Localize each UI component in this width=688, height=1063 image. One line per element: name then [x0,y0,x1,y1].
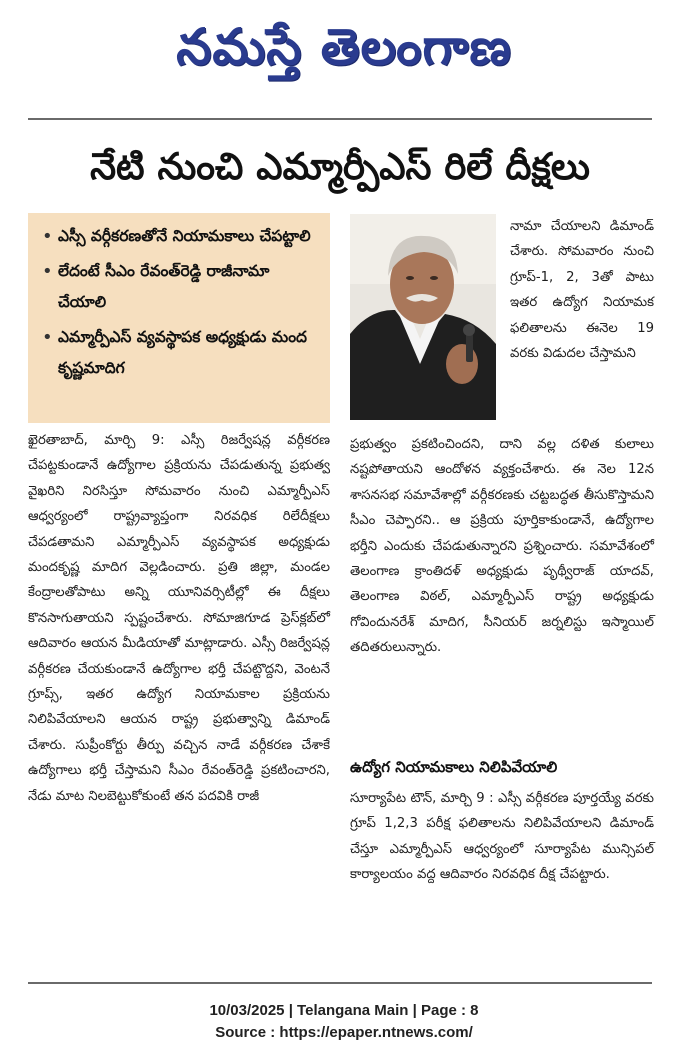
article-column-sub [350,786,654,888]
highlights-box [28,213,330,423]
article-subheadline: ఉద్యోగ నియామకాలు నిలిపివేయాలి [350,758,558,776]
footer-source-link[interactable]: Source : https://epaper.ntnews.com/ [215,1024,473,1041]
article-column-right-top [510,214,654,366]
highlight-item [42,256,322,318]
article-paragraph: ఖైరతాబాద్, మార్చి 9: ఎస్సీ రిజర్వేషన్ల వర్గీకరణ చేపట్టకుండానే ఉద్యోగాల ప్రక్రియను చేపడుతున్న ప్రభుత్వ వైఖరిని నిరసిస్తూ సోమవారం నుంచి ఎమ్మార్పీఎస్ ఆధ్వర్యంలో రాష్ట్రవ్యాప్తంగా నిరవధిక రిలేదీక్షలు చేపడతామని ఎమ్మార్పీఎస్ వ్యవస్థాపక అధ్యక్షుడు మందకృష్ణ మాదిగ వెల్లడించారు. ప్రతి జిల్లా, మండల కేంద్రాలతోపాటు అన్ని యూనివర్సిటీల్లో ఈ దీక్షలు కొనసాగుతాయని స్పష్టంచేశారు. సోమాజిగూడ ప్రెస్‌క్లబ్‌లో ఆదివారం ఆయన మీడియాతో మాట్లాడారు. ఎస్సీ రిజర్వేషన్ల వర్గీకరణ చేయకుండానే ఉద్యోగాల భర్తీ చేపట్టొద్దని, వెంటనే గ్రూప్స్, ఇతర ఉద్యోగ నియామకాల ప్రక్రియను నిలిపివేయాలని ఆయన రాష్ట్ర ప్రభుత్వాన్ని డిమాండ్ చేశారు. సుప్రీంకోర్టు తీర్పు వచ్చిన నాడే వర్గీకరణ చేశాకే ఉద్యోగాలు భర్తీ చేస్తామని సీఎం రేవంత్‌రెడ్డి ప్రకటించారని, నేడు మాట నిలబెట్టుకోకుంటే తన పదవికి రాజీ [28,433,330,804]
bottom-divider [28,982,652,984]
article-paragraph: ప్రభుత్వం ప్రకటించిందని, దాని వల్ల దళిత కులాలు నష్టపోతాయని ఆందోళన వ్యక్తంచేశారు. ఈ నెల 12న శాసనసభ సమావేశాల్లో వర్గీకరణకు చట్టబద్ధత తీసుకొస్తామని సీఎం చెప్పారని.. ఆ ప్రక్రియ పూర్తికాకుండానే, ఉద్యోగాల భర్తీని ఎందుకు చేపడుతున్నారని ప్రశ్నించారు. సమావేశంలో తెలంగాణ క్రాంతిదళ్ అధ్యక్షుడు పృథ్వీరాజ్ యాదవ్, తెలంగాణ విఠల్, ఎమ్మార్పీఎస్ రాష్ట్ర అధ్యక్షుడు గోవిందునరేశ్ మాదిగ, సీనియర్ జర్నలిస్టు ఇస్మాయిల్ తదితరులున్నారు. [350,437,654,656]
top-divider [28,118,652,120]
portrait-illustration [350,214,496,420]
highlight-text: ఎస్సీ వర్గీకరణతోనే నియామకాలు చేపట్టాలి [58,227,311,245]
bullet-icon: • [42,226,53,247]
highlight-item [42,221,322,252]
highlight-item [42,322,322,384]
article-column-left [28,428,330,809]
article-headline: నేటి నుంచి ఎమ్మార్పీఎస్ రిలే దీక్షలు [90,145,590,188]
speaker-photo [350,214,496,420]
bullet-icon: • [42,327,53,348]
article-paragraph: నామా చేయాలని డిమాండ్ చేశారు. సోమవారం నుంచి గ్రూప్-1, 2, 3తో పాటు ఇతర ఉద్యోగ నియామక ఫలితాలను ఈనెల 19 వరకు విడుదల చేస్తామని [510,219,654,362]
footer-date-edition: 10/03/2025 | Telangana Main | Page : 8 [209,1002,479,1019]
masthead [0,8,688,86]
highlight-text: లేదంటే సీఎం రేవంత్‌రెడ్డి రాజీనామా చేయాలి [58,262,270,311]
article-column-right [350,432,654,661]
highlight-text: ఎమ్మార్పీఎస్ వ్యవస్థాపక అధ్యక్షుడు మంద కృష్ణమాదిగ [58,328,307,377]
newspaper-title: నమస్తే తెలంగాణ [176,18,512,76]
bullet-icon: • [42,261,53,282]
article-paragraph: సూర్యాపేట టౌన్, మార్చి 9 : ఎస్సీ వర్గీకరణ పూర్తయ్యే వరకు గ్రూప్ 1,2,3 పరీక్ష ఫలితాలను నిలిపివేయాలని డిమాండ్ చేస్తూ ఎమ్మార్పీఎస్ ఆధ్వర్యంలో సూర్యాపేట మున్సిపల్ కార్యాలయం వద్ద ఆదివారం నిరవధిక దీక్ష చేపట్టారు. [350,791,654,883]
